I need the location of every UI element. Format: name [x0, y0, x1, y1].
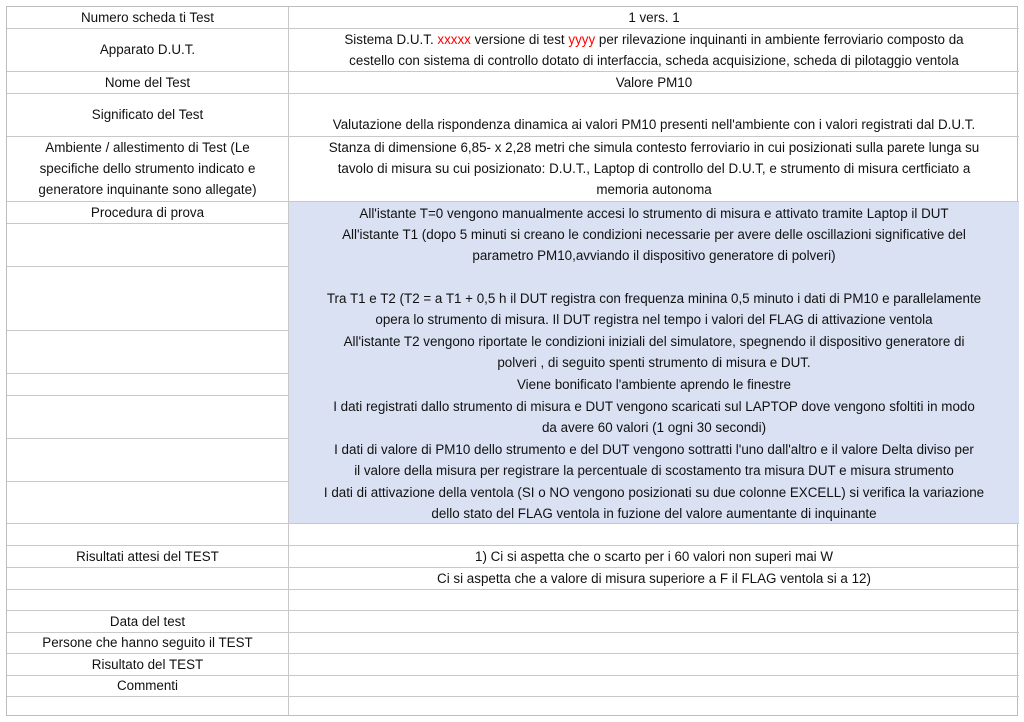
row-divider: [7, 373, 288, 374]
procedura-line: parametro PM10,avviando il dispositivo generatore di polveri): [472, 248, 836, 263]
row-divider: [7, 266, 288, 267]
row-divider: [7, 696, 1019, 697]
procedura-line: da avere 60 valori (1 ogni 30 secondi): [541, 420, 767, 435]
numero-label: Numero scheda ti Test: [81, 10, 214, 25]
nome-label: Nome del Test: [104, 75, 191, 90]
ambiente-value-line: Stanza di dimensione 6,85- x 2,28 metri che simula contesto ferroviario in cui posizionati sulla parete lunga su: [328, 140, 980, 155]
ambiente-label-line: specifiche dello strumento indicato e: [39, 161, 256, 176]
row-divider: [7, 589, 1019, 590]
procedura-line: All'istante T2 vengono riportate le condizioni iniziali del simulatore, spegnendo il dispositivo generatore di: [343, 334, 965, 349]
ambiente-value-line: memoria autonoma: [596, 182, 712, 197]
data-test-label: Data del test: [109, 614, 186, 629]
ambiente-label-line: Ambiente / allestimento di Test (Le: [45, 140, 250, 155]
procedura-line: I dati di valore di PM10 dello strumento e del DUT vengono sottratti l'uno dall'altro e il valore Delta diviso per: [334, 442, 974, 457]
procedura-line: dello stato del FLAG ventola in fuzione del valore aumentante di inquinante: [431, 506, 877, 521]
procedura-line: polveri , di seguito spenti strumento di misura e DUT.: [497, 355, 811, 370]
row-divider: [7, 330, 288, 331]
procedura-line: Tra T1 e T2 (T2 = a T1 + 0,5 h il DUT registra con frequenza minina 0,5 minuto i dati di PM10 e parallelamente: [326, 291, 982, 306]
row-divider: [7, 481, 288, 482]
persone-label: Persone che hanno seguito il TEST: [42, 635, 253, 650]
nome-value: Valore PM10: [615, 75, 693, 90]
row-divider: [7, 223, 288, 224]
ambiente-value-line: tavolo di misura su cui posizionato: D.U.T., Laptop di controllo del D.U.T, e strumento di misura certficiato a: [337, 161, 971, 176]
apparato-value-line1: Sistema D.U.T. xxxxx versione di test yyyy per rilevazione inquinanti in ambiente ferroviario composto da: [344, 32, 964, 47]
procedura-line: I dati registrati dallo strumento di misura e DUT vengono scaricati sul LAPTOP dove vengono sfoltiti in modo: [333, 399, 975, 414]
procedura-line: All'istante T1 (dopo 5 minuti si creano le condizioni necessarie per avere delle oscillazioni significative del: [342, 227, 966, 242]
procedura-line: I dati di attivazione della ventola (SI o NO vengono posizionati su due colonne EXCELL) si verifica la variazione: [323, 485, 985, 500]
risultato-label: Risultato del TEST: [91, 657, 204, 672]
numero-value: 1 vers. 1: [628, 10, 680, 25]
ambiente-label-line: generatore inquinante sono allegate): [38, 182, 257, 197]
significato-value: Valutazione della rispondenza dinamica ai valori PM10 presenti nell'ambiente con i valori registrati dal D.U.T.: [332, 117, 976, 132]
significato-label: Significato del Test: [91, 107, 204, 122]
apparato-label: Apparato D.U.T.: [99, 42, 196, 57]
row-divider: [7, 395, 288, 396]
procedura-line: Viene bonificato l'ambiente aprendo le finestre: [516, 377, 792, 392]
procedura-line: All'istante T=0 vengono manualmente accesi lo strumento di misura e attivato tramite Laptop il DUT: [359, 206, 949, 221]
test-sheet-table: [6, 6, 1018, 716]
risultati-label: Risultati attesi del TEST: [76, 549, 219, 564]
apparato-value-line2: cestello con sistema di controllo dotato di interfaccia, scheda acquisizione, scheda di pilotaggio ventola: [349, 53, 959, 68]
risultati-value-line2: Ci si aspetta che a valore di misura superiore a F il FLAG ventola si a 12): [437, 571, 871, 586]
procedura-line: il valore della misura per registrare la percentuale di scostamento tra misura DUT e misura strumento: [354, 463, 954, 478]
procedura-label: Procedura di prova: [90, 205, 205, 220]
procedura-line: opera lo strumento di misura. Il DUT registra nel tempo i valori del FLAG di attivazione ventola: [375, 312, 933, 327]
row-divider: [7, 438, 288, 439]
commenti-label: Commenti: [116, 678, 179, 693]
row-divider: [7, 93, 1019, 94]
risultati-value-line1: 1) Ci si aspetta che o scarto per i 60 valori non superi mai W: [475, 549, 833, 564]
